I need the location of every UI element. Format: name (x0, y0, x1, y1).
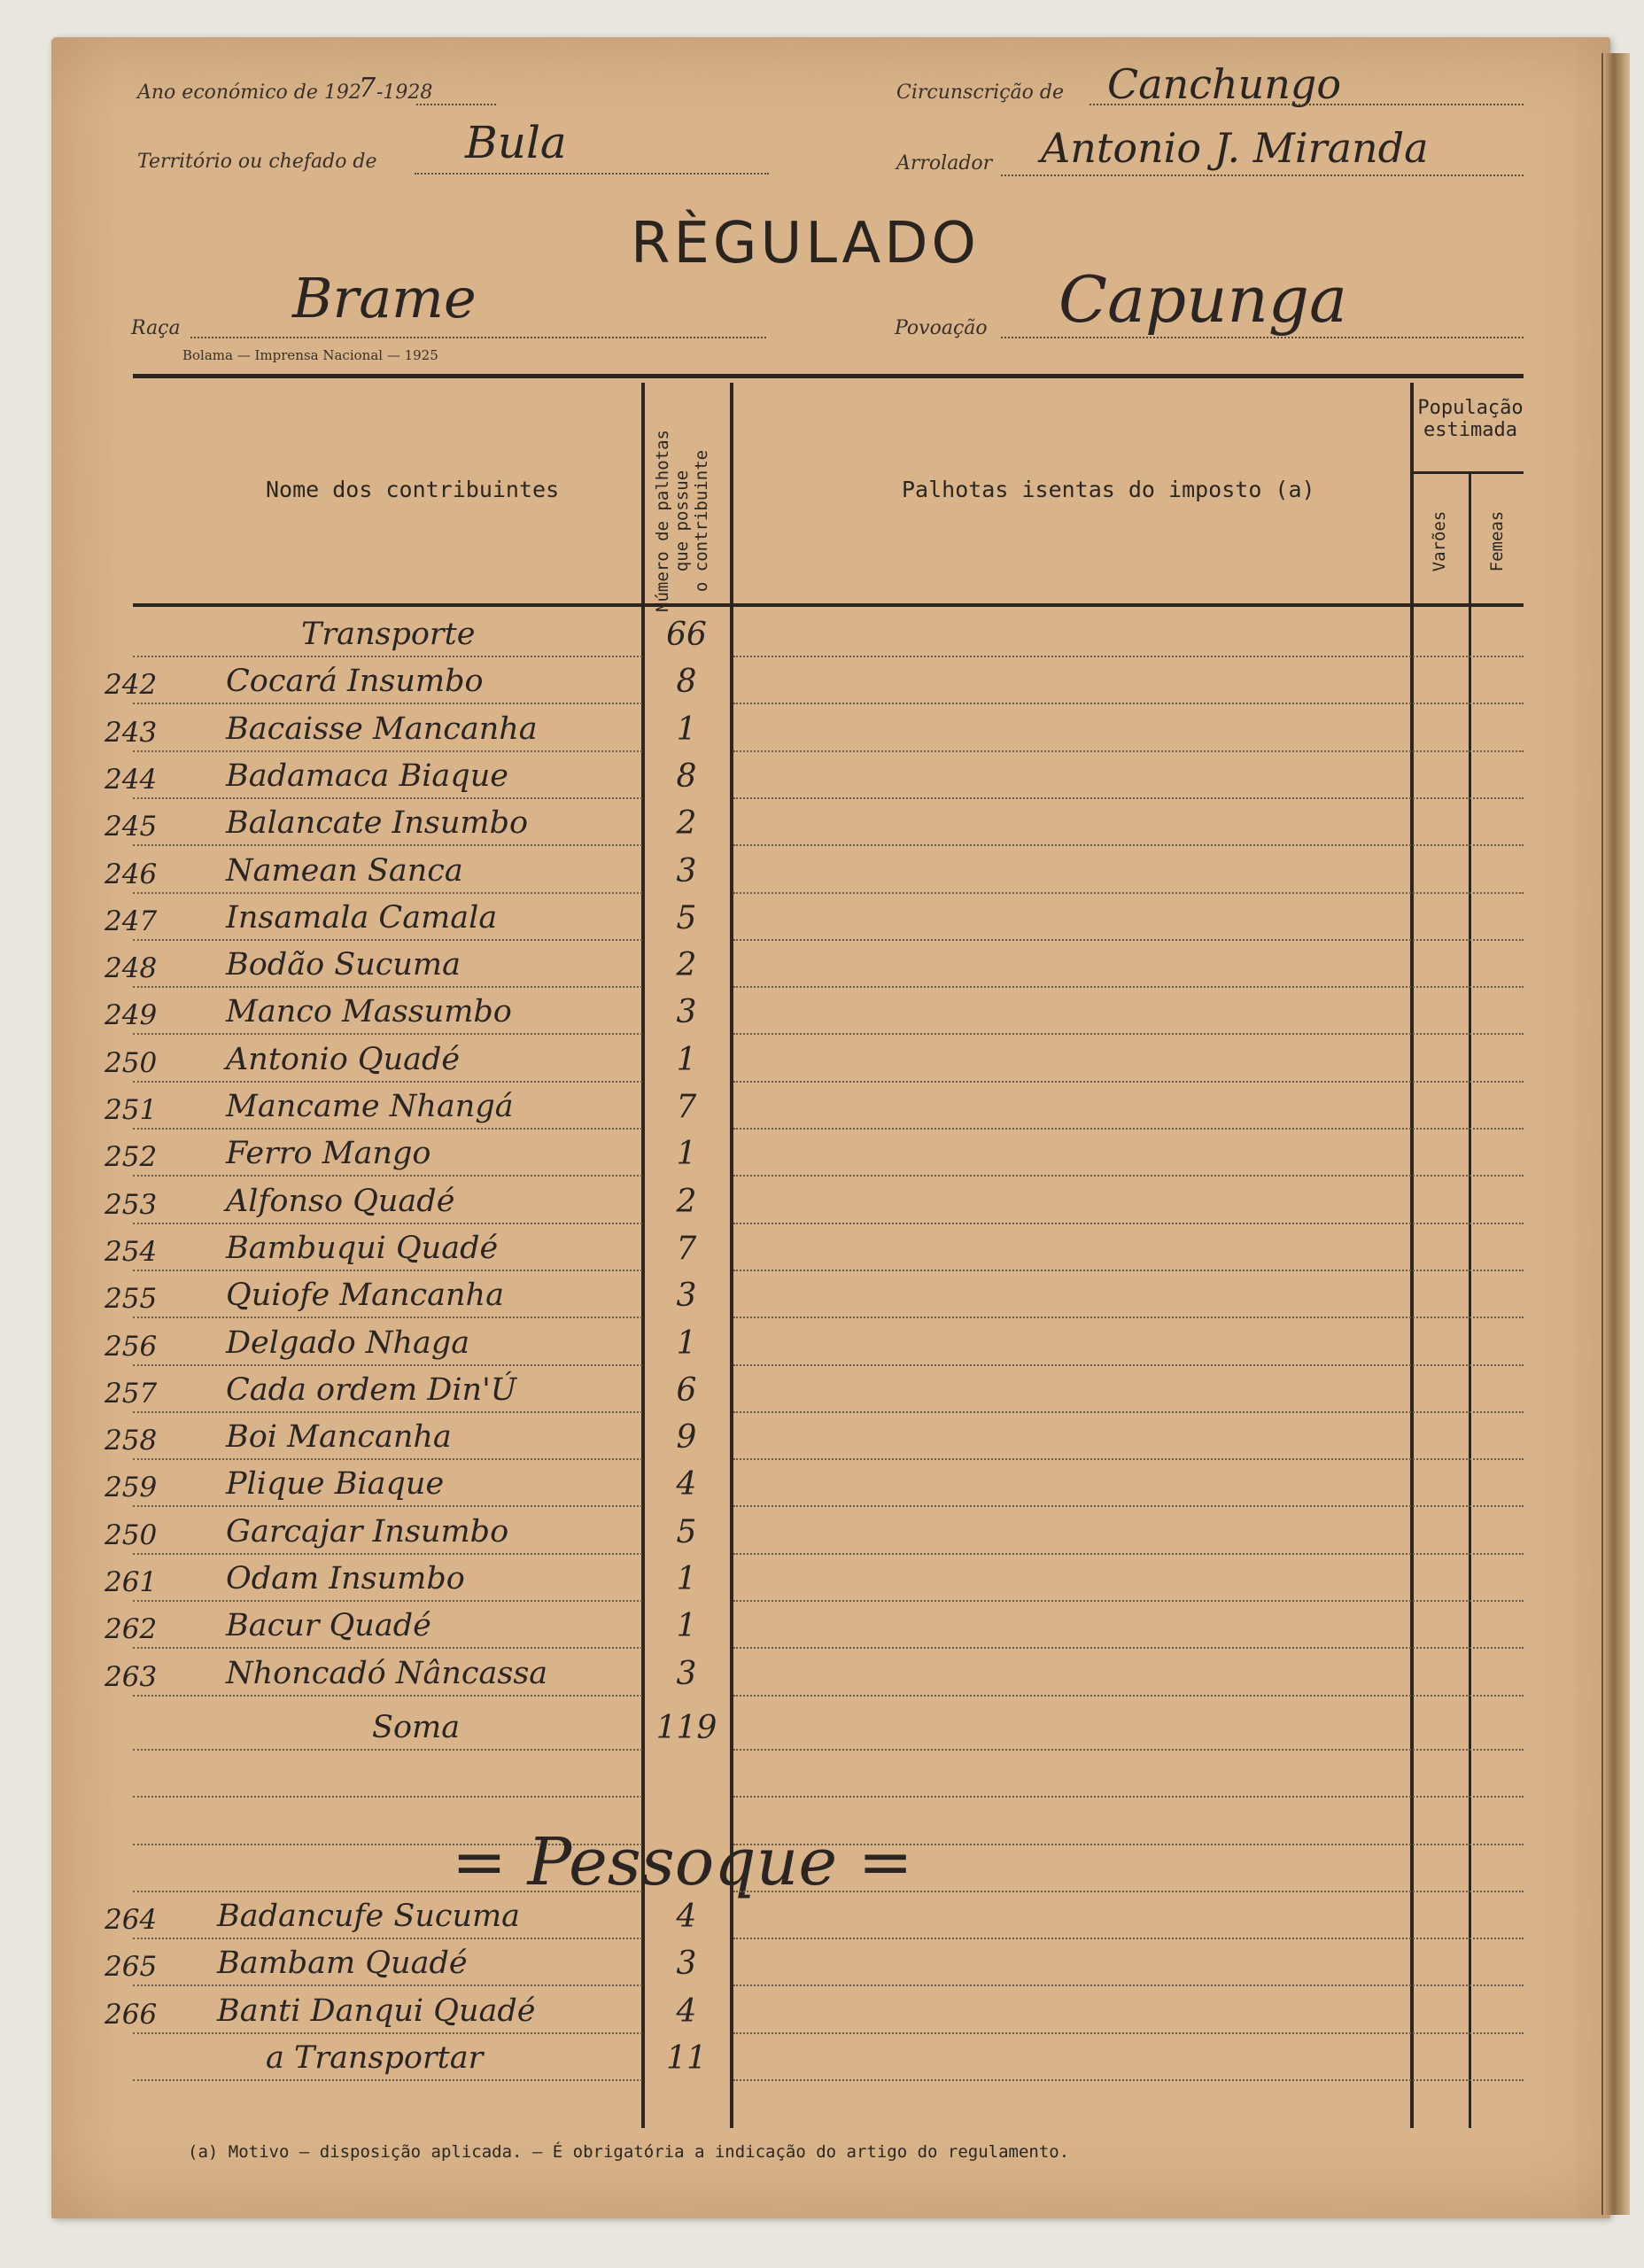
ano-value: 7 (359, 73, 376, 104)
hut-count: 3 (676, 1655, 697, 1692)
territorio-value: Bula (465, 117, 567, 168)
row-number: 250 (105, 1046, 158, 1079)
page-title: RÈGULADO (631, 211, 980, 276)
taxpayer-name: Garcajar Insumbo (226, 1513, 509, 1550)
hut-count: 1 (676, 1136, 697, 1173)
taxpayer-name: Namean Sanca (226, 852, 463, 889)
povoacao-label: Povoação (895, 317, 988, 339)
hut-count: 6 (676, 1371, 697, 1409)
arrolador-value: Antonio J. Miranda (1041, 124, 1429, 172)
col-numero-header: Número de palhotas que possue o contribuinte (653, 430, 711, 612)
hut-count: 4 (676, 1466, 697, 1503)
row-number: 258 (105, 1425, 158, 1457)
row-number: 263 (105, 1660, 158, 1693)
hut-count: 2 (676, 1183, 697, 1220)
hut-count: 1 (676, 711, 697, 748)
taxpayer-name: Bacur Quadé (226, 1608, 431, 1644)
hut-count: 3 (676, 994, 697, 1031)
ano-suffix: -1928 (376, 82, 433, 104)
row-number: 248 (105, 952, 158, 985)
table-header-rule (133, 603, 1524, 607)
table-top-rule (133, 374, 1524, 378)
row-number: 242 (105, 669, 158, 702)
hut-count: 3 (676, 1278, 697, 1315)
territorio-label: Território ou chefado de (137, 151, 377, 173)
section-title: = Pessoque = (452, 1823, 913, 1900)
taxpayer-name: Mancame Nhangá (226, 1089, 514, 1124)
taxpayer-name: Boi Mancanha (226, 1419, 452, 1456)
hut-count: 9 (676, 1419, 697, 1456)
taxpayer-name: Bambuqui Quadé (226, 1230, 499, 1266)
row-number: 243 (105, 716, 158, 749)
taxpayer-name: Balancate Insumbo (226, 805, 529, 842)
col-divider-3 (1410, 383, 1414, 2128)
taxpayer-name: Alfonso Quadé (226, 1183, 455, 1219)
row-number: 257 (105, 1377, 158, 1410)
taxpayer-name: Cada ordem Din'Ú (226, 1371, 517, 1408)
raca-value: Brame (292, 266, 477, 330)
book-binding (1601, 53, 1630, 2215)
row-number: 265 (105, 1951, 158, 1984)
footnote: (a) Motivo — disposição aplicada. — É obrigatória a indicação do artigo do regulamento. (188, 2142, 1070, 2162)
a-transportar-label: a Transportar (266, 2040, 484, 2076)
col-femeas-header: Femeas (1487, 510, 1507, 572)
col-varoes-header: Varões (1430, 510, 1449, 572)
taxpayer-name: Badamaca Biaque (226, 757, 508, 794)
circunscricao-label: Circunscrição de (896, 82, 1064, 104)
hut-count: 4 (676, 1899, 697, 1936)
transporte-count: 66 (666, 617, 707, 653)
hut-count: 4 (676, 1992, 697, 2030)
povoacao-value: Capunga (1059, 262, 1347, 337)
taxpayer-name: Ferro Mango (226, 1136, 431, 1172)
taxpayer-name: Insamala Camala (226, 899, 498, 936)
hut-count: 7 (676, 1230, 697, 1267)
taxpayer-name: Bambam Quadé (217, 1946, 468, 1982)
row-number: 259 (105, 1472, 158, 1504)
soma-count: 119 (655, 1709, 717, 1746)
row-number: 251 (105, 1094, 158, 1126)
hut-count: 3 (676, 852, 697, 889)
soma-label: Soma (372, 1709, 461, 1745)
taxpayer-name: Cocará Insumbo (226, 664, 484, 700)
row-number: 264 (105, 1904, 158, 1937)
taxpayer-name: Banti Danqui Quadé (217, 1992, 536, 2029)
row-number: 252 (105, 1141, 158, 1174)
hut-count: 5 (676, 1513, 697, 1550)
transporte-label: Transporte (301, 617, 476, 652)
taxpayer-name: Badancufe Sucuma (217, 1899, 521, 1935)
row-number: 253 (105, 1188, 158, 1221)
taxpayer-name: Plique Biaque (226, 1466, 445, 1503)
taxpayer-name: Delgado Nhaga (226, 1324, 470, 1361)
row-number: 261 (105, 1566, 158, 1598)
row-number: 254 (105, 1235, 158, 1268)
hut-count: 5 (676, 899, 697, 936)
row-number: 247 (105, 905, 158, 937)
col-divider-4 (1469, 471, 1471, 2128)
hut-count: 1 (676, 1324, 697, 1362)
row-number: 246 (105, 858, 158, 890)
hut-count: 1 (676, 1041, 697, 1078)
taxpayer-name: Bodão Sucuma (226, 947, 461, 983)
row-number: 266 (105, 1998, 158, 2031)
taxpayer-name: Quiofe Mancanha (226, 1278, 504, 1314)
a-transportar-count: 11 (666, 2040, 707, 2077)
hut-count: 1 (676, 1608, 697, 1645)
hut-count: 8 (676, 664, 697, 701)
imprint: Bolama — Imprensa Nacional — 1925 (182, 347, 438, 363)
hut-count: 3 (676, 1946, 697, 1983)
raca-label: Raça (131, 317, 181, 339)
taxpayer-name: Bacaisse Mancanha (226, 711, 538, 747)
row-number: 250 (105, 1518, 158, 1551)
row-number: 262 (105, 1613, 158, 1646)
ano-label: Ano económico de 192 (137, 82, 361, 104)
hut-count: 1 (676, 1561, 697, 1597)
arrolador-label: Arrolador (896, 152, 993, 175)
taxpayer-name: Antonio Quadé (226, 1041, 461, 1077)
hut-count: 7 (676, 1089, 697, 1125)
row-number: 245 (105, 811, 158, 843)
col-isentas-header: Palhotas isentas do imposto (a) (902, 477, 1315, 502)
row-number: 249 (105, 999, 158, 1032)
row-number: 256 (105, 1330, 158, 1363)
row-number: 244 (105, 763, 158, 796)
populacao-rule (1414, 471, 1524, 474)
hut-count: 2 (676, 947, 697, 984)
col-nome-header: Nome dos contribuintes (266, 477, 560, 502)
taxpayer-name: Nhoncadó Nâncassa (226, 1655, 548, 1691)
row-number: 255 (105, 1283, 158, 1316)
hut-count: 2 (676, 805, 697, 843)
col-populacao-header: População estimada (1417, 397, 1524, 441)
hut-count: 8 (676, 757, 697, 795)
circunscricao-value: Canchungo (1107, 60, 1342, 108)
taxpayer-name: Manco Massumbo (226, 994, 512, 1030)
taxpayer-name: Odam Insumbo (226, 1561, 465, 1596)
